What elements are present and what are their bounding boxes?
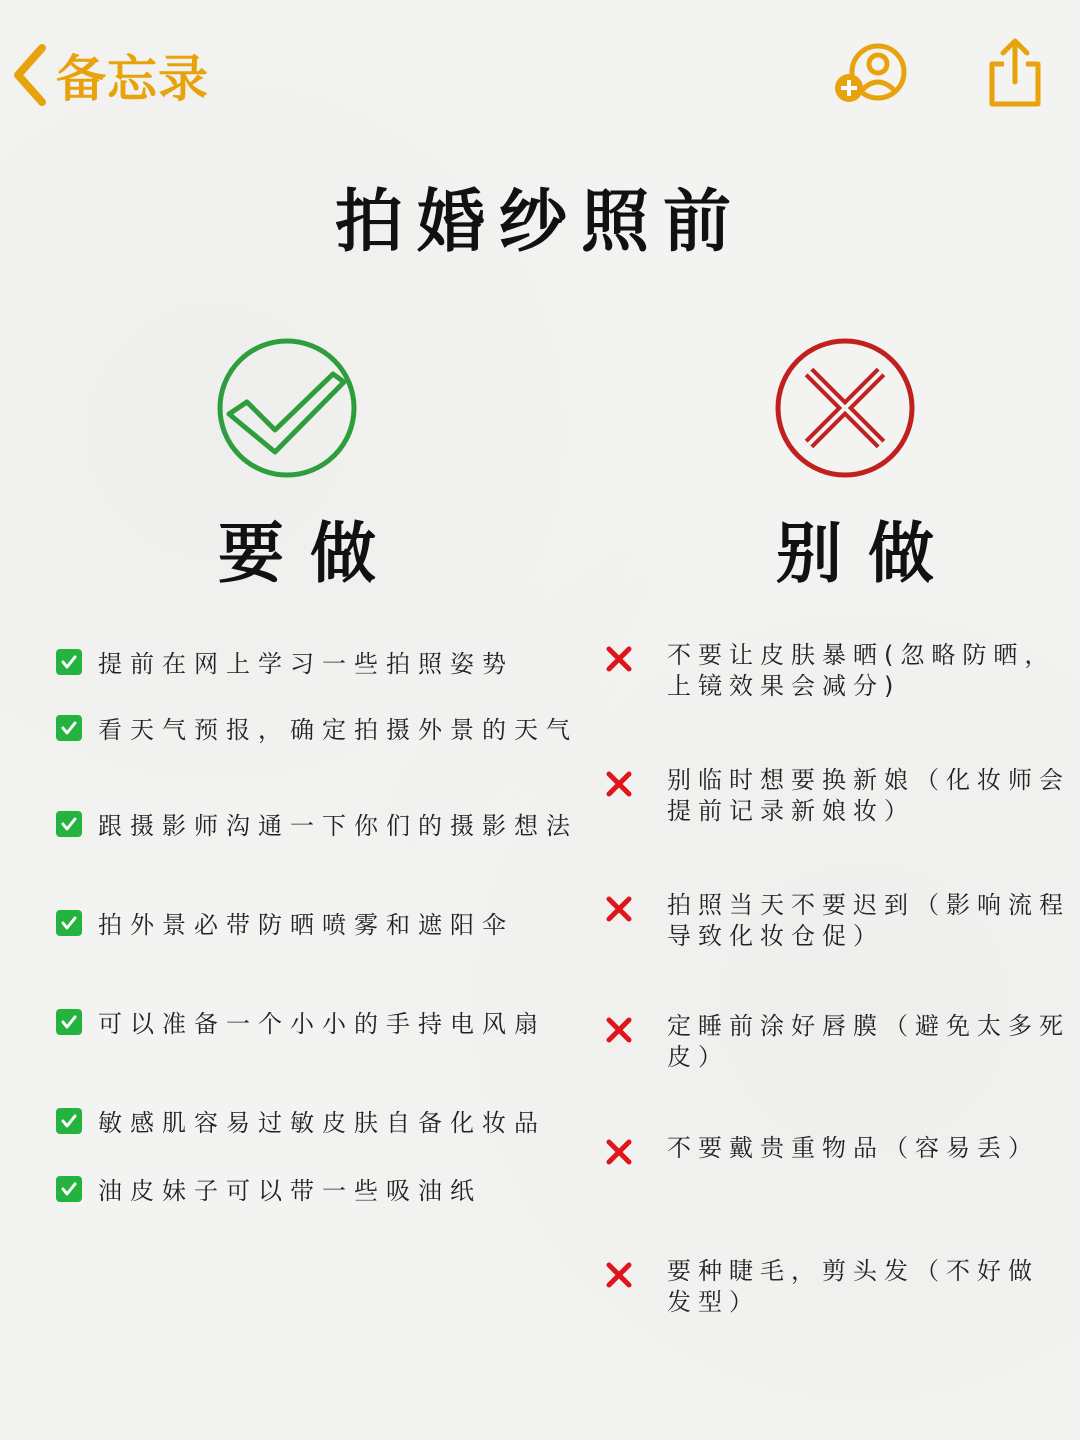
dont-item-text (667, 1133, 1080, 1164)
dont-item-line: 导致化妆仓促） (667, 922, 884, 950)
do-heading: 要做 (218, 515, 402, 592)
dont-item-line: 定睡前涂好唇膜（避免太多死 (667, 1012, 1070, 1040)
checkbox-checked-icon (56, 1009, 82, 1035)
back-label: 备忘录 (56, 50, 209, 108)
cross-mark-icon (604, 1015, 634, 1045)
checkbox-checked-icon (56, 649, 82, 675)
dont-item-line: 提前记录新娘妆） (667, 797, 915, 825)
do-item (56, 806, 578, 841)
share-button[interactable] (982, 36, 1048, 110)
dont-item-line: 不要让皮肤暴晒(忽略防晒， (667, 641, 1056, 669)
dont-item-line: 上镜效果会减分) (667, 672, 901, 700)
checkbox-checked-icon (56, 1108, 82, 1134)
do-item-text: 拍外景必带防晒喷雾和遮阳伞 (98, 911, 514, 939)
do-item-text: 可以准备一个小小的手持电风扇 (98, 1010, 546, 1038)
share-icon (982, 95, 1048, 114)
dont-item-line: 不要戴贵重物品（容易丢） (667, 1134, 1039, 1162)
do-item-text: 敏感肌容易过敏皮肤自备化妆品 (98, 1109, 546, 1137)
dont-item-line: 皮） (667, 1043, 729, 1071)
dont-item-line: 要种睫毛，剪头发（不好做 (667, 1257, 1039, 1285)
do-item (56, 1171, 482, 1206)
dont-item-text (667, 1256, 1080, 1318)
check-circle-icon (215, 336, 359, 484)
dont-item-text (667, 765, 1080, 827)
cross-mark-icon (604, 894, 634, 924)
do-item-text: 提前在网上学习一些拍照姿势 (98, 650, 514, 678)
add-person-icon (832, 91, 912, 110)
cross-mark-icon (604, 1137, 634, 1167)
do-item (56, 1004, 546, 1039)
do-item (56, 1103, 546, 1138)
chevron-left-icon (10, 42, 50, 108)
cross-mark-icon (604, 644, 634, 674)
x-circle-icon (773, 336, 917, 484)
do-item (56, 905, 514, 940)
checkbox-checked-icon (56, 715, 82, 741)
add-person-button[interactable] (832, 42, 912, 106)
dont-item-line: 别临时想要换新娘（化妆师会 (667, 766, 1070, 794)
back-button[interactable] (10, 40, 209, 110)
page-title: 拍婚纱照前 (334, 183, 745, 262)
do-item (56, 710, 578, 745)
dont-item-text (667, 640, 1080, 702)
do-item-text: 跟摄影师沟通一下你们的摄影想法 (98, 812, 578, 840)
checkbox-checked-icon (56, 1176, 82, 1202)
do-item-text: 油皮妹子可以带一些吸油纸 (98, 1177, 482, 1205)
do-item (56, 644, 514, 679)
nav-bar (0, 0, 1080, 150)
checkbox-checked-icon (56, 811, 82, 837)
cross-mark-icon (604, 1260, 634, 1290)
dont-item-line: 拍照当天不要迟到（影响流程 (667, 891, 1070, 919)
dont-item-line: 发型） (667, 1288, 760, 1316)
checkbox-checked-icon (56, 910, 82, 936)
do-item-text: 看天气预报，确定拍摄外景的天气 (98, 716, 578, 744)
cross-mark-icon (604, 769, 634, 799)
dont-item-text (667, 890, 1080, 952)
dont-item-text (667, 1011, 1080, 1073)
dont-heading: 别做 (776, 515, 960, 592)
